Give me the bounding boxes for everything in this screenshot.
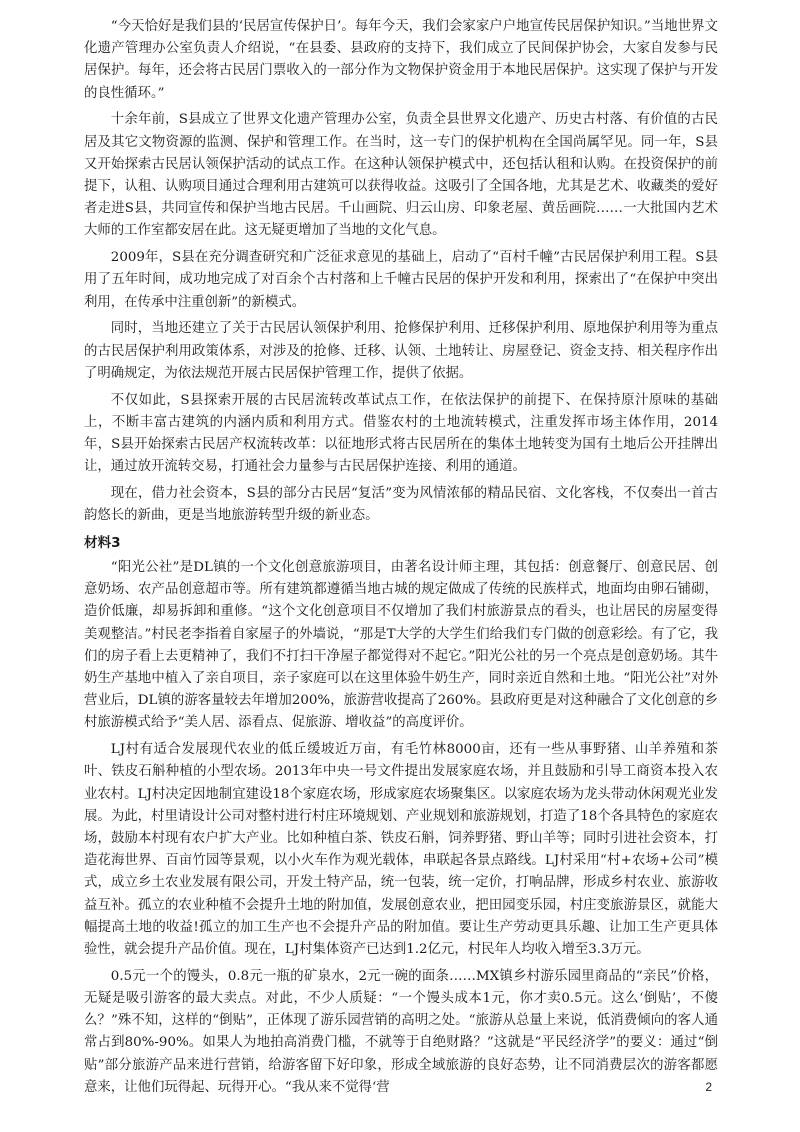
paragraph: 现在，借力社会资本，S县的部分古民居“复活”变为风情浓郁的精品民宿、文化客栈，不仅奏出一首古韵悠长的新曲，更是当地旅游转型升级的新业态。 [84, 486, 718, 524]
paragraph: 2009年，S县在充分调查研究和广泛征求意见的基础上，启动了“百村千幢”古民居保护利用工程。S县用了五年时间，成功地完成了对百余个古村落和上千幢古民居的保护开发和利用，探索出了“在保护中突出利用，在传承中注重创新”的新模式。 [84, 250, 718, 310]
paragraph: “阳光公社”是DL镇的一个文化创意旅游项目，由著名设计师主理，其包括：创意餐厅、创意民居、创意奶场、农产品创意超市等。所有建筑都遵循当地古城的规定做成了传统的民族样式，地面均由卵石铺砌，造价低廉，却易拆卸和重修。“这个文化创意项目不仅增加了我们村旅游景点的看头，也让居民的房屋变得美观整洁。”村民老李指着自家屋子的外墙说，“那是T大学的大学生们给我们专门做的创意彩绘。有了它，我们的房子看上去更精神了，我们不打扫干净屋子都觉得对不起它。”阳光公社的另一个亮点是创意奶场。其牛奶生产基地中植入了亲自项目，亲子家庭可以在这里体验牛奶生产，同时亲近自然和土地。“阳光公社”对外营业后，DL镇的游客量较去年增加200%，旅游营收提高了260%。县政府更是对这种融合了文化创意的乡村旅游模式给予“美人居、添看点、促旅游、增收益”的高度评价。 [84, 560, 718, 731]
paragraph: 0.5元一个的馒头，0.8元一瓶的矿泉水，2元一碗的面条……MX镇乡村游乐园里商品的“亲民”价格，无疑是吸引游客的最大卖点。对此，不少人质疑：“一个馒头成本1元，你才卖0.5元。这么‘倒贴’，不傻么？”殊不知，这样的“倒贴”，正体现了游乐园营销的高明之处。“旅游从总量上来说，低消费倾向的客人通常占到80%-90%。如果人为地拍高消费门槛，不就等于自绝财路？”这就是“平民经济学”的要义：通过“倒贴”部分旅游产品来进行营销，给游客留下好印象，形成全域旅游的良好态势，让不同消费层次的游客都愿意来，让他们玩得起、玩得开心。“我从来不觉得‘营 [84, 968, 718, 1095]
section-heading: 材料3 [84, 535, 121, 552]
page-number: 2 [705, 1080, 712, 1094]
document-body [84, 16, 718, 1104]
paragraph: “今天恰好是我们县的‘民居宣传保护日’。每年今天，我们会家家户户地宣传民居保护知识。”当地世界文化遗产管理办公室负责人介绍说，“在县委、县政府的支持下，我们成立了民间保护协会，大家自发参与民居保护。每年，还会将古民居门票收入的一部分作为文物保护资金用于本地民居保护。这实现了保护与开发的良性循环。” [84, 19, 718, 101]
paragraph: 不仅如此，S县探索开展的古民居流转改革试点工作，在依法保护的前提下、在保持原汁原味的基础上，不断丰富古建筑的内涵内质和利用方式。借鉴农村的土地流转模式，注重发挥市场主体作用，2014年，S县开始探索古民居产权流转改革：以征地形式将古民居所在的集体土地转变为国有土地后公开挂牌出让，通过放开流转交易，打通社会力量参与古民居保护连接、利用的通道。 [84, 392, 718, 475]
paragraph: LJ村有适合发展现代农业的低丘缓坡近万亩，有毛竹林8000亩，还有一些从事野猪、山羊养殖和茶叶、铁皮石斛种植的小型农场。2013年中央一号文件提出发展家庭农场，并且鼓励和引导工商资本投入农业农村。LJ村决定因地制宜建设18个家庭农场，形成家庭农场聚集区。以家庭农场为龙头带动休闲观光业发展。为此，村里请设计公司对整村进行村庄环境规划、产业规划和旅游规划，打造了18个各具特色的家庭农场，鼓励本村现有农户扩大产业。比如种植白茶、铁皮石斛，饲养野猪、野山羊等；同时引进社会资本，打造花海世界、百亩竹园等景观，以小火车作为观光载体，串联起各景点路线。LJ村采用“村+农场+公司”模式，成立乡土农业发展有限公司，开发土特产品，统一包装，统一定价，打响品牌，形成乡村农业、旅游收益互补。孤立的农业种植不会提升土地的附加值，发展创意农业，把田园变乐园，村庄变旅游景区，就能大幅提高土地的收益!孤立的加工生产也不会提升产品的附加值。要让生产劳动更具乐趣、让加工生产更具体验性，就会提升产品价值。现在，LJ村集体资产已达到1.2亿元，村民年人均收入增至3.3万元。 [84, 742, 718, 958]
paragraph: 十余年前，S县成立了世界文化遗产管理办公室，负责全县世界文化遗产、历史古村落、有价值的古民居及其它文物资源的监测、保护和管理工作。在当时，这一专门的保护机构在全国尚属罕见。同一年，S县又开始探索古民居认领保护活动的试点工作。在这种认领保护模式中，还包括认租和认购。在投资保护的前提下，认租、认购项目通过合理利用古建筑可以获得收益。这吸引了全国各地，尤其是艺术、收藏类的爱好者走进S县，共同宣传和保护当地古民居。千山画院、归云山房、印象老屋、黄岳画院……一大批国内艺术大师的工作室都安居在此。这无疑更增加了当地的文化气息。 [84, 112, 718, 239]
paragraph: 同时，当地还建立了关于古民居认领保护利用、抢修保护利用、迁移保护利用、原地保护利用等为重点的古民居保护利用政策体系，对涉及的抢修、迁移、认领、土地转让、房屋登记、资金支持、相关程序作出了明确规定，为依法规范开展古民居保护管理工作，提供了依据。 [84, 321, 718, 381]
